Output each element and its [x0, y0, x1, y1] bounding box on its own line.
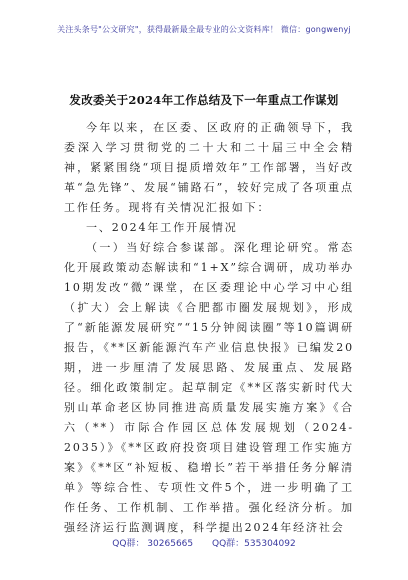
section-heading: 一、2024年工作开展情况 — [86, 221, 238, 234]
intro-paragraph: 今年以来，在区委、区政府的正确领导下，我委深入学习贯彻党的二十大和二十届三中全会精神，紧紧围绕“项目提质增效年”工作部署，当好改革“急先锋”、发展“铺路石”，较好完成了各项重点工作任务。现将有关情况汇报如下： — [64, 121, 354, 214]
document-title: 发改委关于2024年工作总结及下一年重点工作谋划 — [69, 93, 339, 107]
footer-note — [0, 536, 408, 549]
section-paragraph: （一）当好综合参谋部。深化理论研究。常态化开展政策动态解读和“1+X”综合调研，成功举办10期发改“微”课堂，在区委理论中心学习中心组（扩大）会上解读《合肥都市圈发展规划》，形成了“新能源发展研究”“15分钟阅读圈”等10篇调研报告，《**区新能源汽车产业信息快报》已编发20期，进一步厘清了发展思路、发展重点、发展路径。细化政策制定。起草制定《**区落实新时代大别山革命老区协同推进高质量发展实施方案》《合六（**）市际合作园区总体发展规划（2024-2035）》《**区政府投资项目建设管理工作实施方案》《**区“补短板、稳增长”若干举措任务分解清单》等综合性、专项性文件5个，进一步明确了工作任务、工作机制、工作举措。强化经济分析。加强经济运行监测调度，科学提出2024年经济社会 — [64, 241, 354, 534]
footer-qq-group-2: QQ群：535304092 — [212, 539, 296, 549]
header-note: 关注头条号"公文研究"，获得最新最全最专业的公文资料库！ 微信：gongwenyj — [57, 25, 351, 34]
document-body — [64, 118, 354, 538]
footer-qq-group-1: QQ群： 30265665 — [112, 539, 194, 549]
